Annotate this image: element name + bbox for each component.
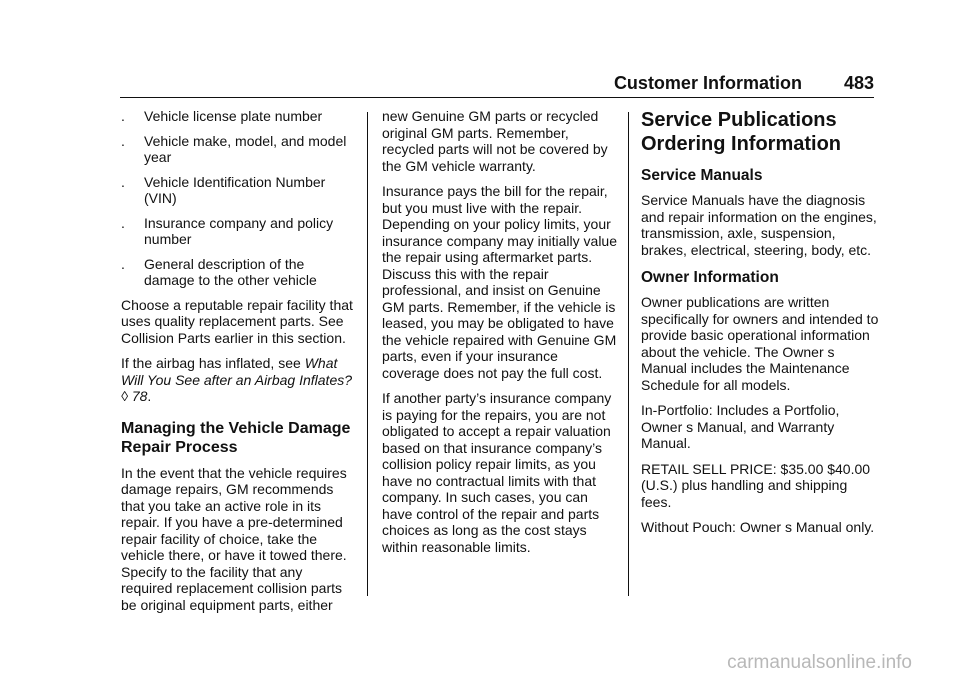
column-3 [641, 108, 881, 545]
bullet-mark: . [121, 214, 125, 231]
paragraph-service-manuals: Service Manuals have the diagnosis and repair information on the engines, transmission, axle, suspension, brakes, electrical, steering, body, etc. [641, 192, 877, 258]
paragraph-without-pouch: Without Pouch: Owner s Manual only. [641, 519, 875, 535]
list-item-text: General description of the damage to the other vehicle [144, 255, 317, 288]
list-item-text: Vehicle license plate number [144, 108, 323, 124]
column-divider-2 [628, 112, 629, 596]
paragraph-owner-information: Owner publications are written specifically for owners and intended to provide basic operational information about the vehicle. The Owner s Manual includes the Maintenance Schedule for all models. [641, 294, 879, 393]
bullet-mark: . [121, 255, 125, 272]
page-ref-icon: ◊ [121, 388, 128, 404]
list-item-text: Insurance company and policy number [144, 214, 334, 247]
airbag-text-prefix: If the airbag has inflated, see [121, 355, 305, 371]
bullet-mark: . [121, 108, 125, 124]
page-header [0, 62, 874, 94]
page-number: 483 [843, 73, 874, 93]
paragraph-repair-process: In the event that the vehicle requires damage repairs, GM recommends that you take an active role in its repair. If you have a pre-determined repair facility of choice, take the vehicle there, or have it towed there. Specify to the facility that any required replacement collision parts be original equipment parts, either [121, 464, 347, 613]
paragraph-another-party: If another party’s insurance company is paying for the repairs, you are not obligated to accept a repair valuation based on that insurance company’s collision policy repair limits, as you have no contractual limits with that company. In such cases, you can have control of the repair and parts choices as long as the cost stays within reasonable limits. [382, 390, 612, 555]
column-2 [382, 108, 618, 564]
heading-service-manuals: Service Manuals [641, 167, 763, 184]
bullet-mark: . [121, 132, 125, 149]
list-item [121, 174, 357, 207]
heading-owner-information: Owner Information [641, 269, 779, 286]
column-divider-1 [367, 112, 368, 596]
watermark: carmanualsonline.info [727, 652, 912, 673]
column-1 [121, 108, 357, 622]
paragraph-in-portfolio: In-Portfolio: Includes a Portfolio, Owner s Manual, and Warranty Manual. [641, 402, 840, 451]
airbag-text-suffix: . [147, 388, 152, 404]
bullet-mark: . [121, 173, 125, 190]
paragraph-insurance: Insurance pays the bill for the repair, but you must live with the repair. Depending on your policy limits, your insurance company may initially value the repair using aftermarket parts. Discuss this with the repair professional, and insist on Genuine GM parts. Remember, if the vehicle is leased, you may be obligated to have the vehicle repaired with Genuine GM parts, even if your insurance coverage does not pay the full cost. [382, 183, 617, 381]
airbag-crossref-link[interactable]: What Will You See after an Airbag Inflates? [121, 355, 353, 388]
paragraph-airbag [121, 355, 357, 405]
paragraph-genuine-parts: new Genuine GM parts or recycled original GM parts. Remember, recycled parts will not be covered by the GM vehicle warranty. [382, 108, 608, 174]
header-rule [120, 97, 874, 98]
list-item [121, 133, 357, 166]
paragraph-retail-price: RETAIL SELL PRICE: $35.00 $40.00 (U.S.) plus handling and shipping fees. [641, 460, 871, 510]
heading-managing-damage: Managing the Vehicle Damage Repair Process [121, 419, 351, 456]
list-item [121, 108, 357, 125]
paragraph-repair-facility: Choose a reputable repair facility that uses quality replacement parts. See Collision Parts earlier in this section. [121, 296, 353, 346]
list-item [121, 256, 357, 289]
list-item-text: Vehicle make, model, and model year [144, 132, 347, 165]
list-item-text: Vehicle Identification Number (VIN) [144, 173, 326, 206]
list-item [121, 215, 357, 248]
airbag-page-ref[interactable]: 78 [131, 388, 148, 404]
header-title: Customer Information [613, 73, 802, 93]
heading-service-publications: Service Publications Ordering Information [641, 109, 841, 155]
